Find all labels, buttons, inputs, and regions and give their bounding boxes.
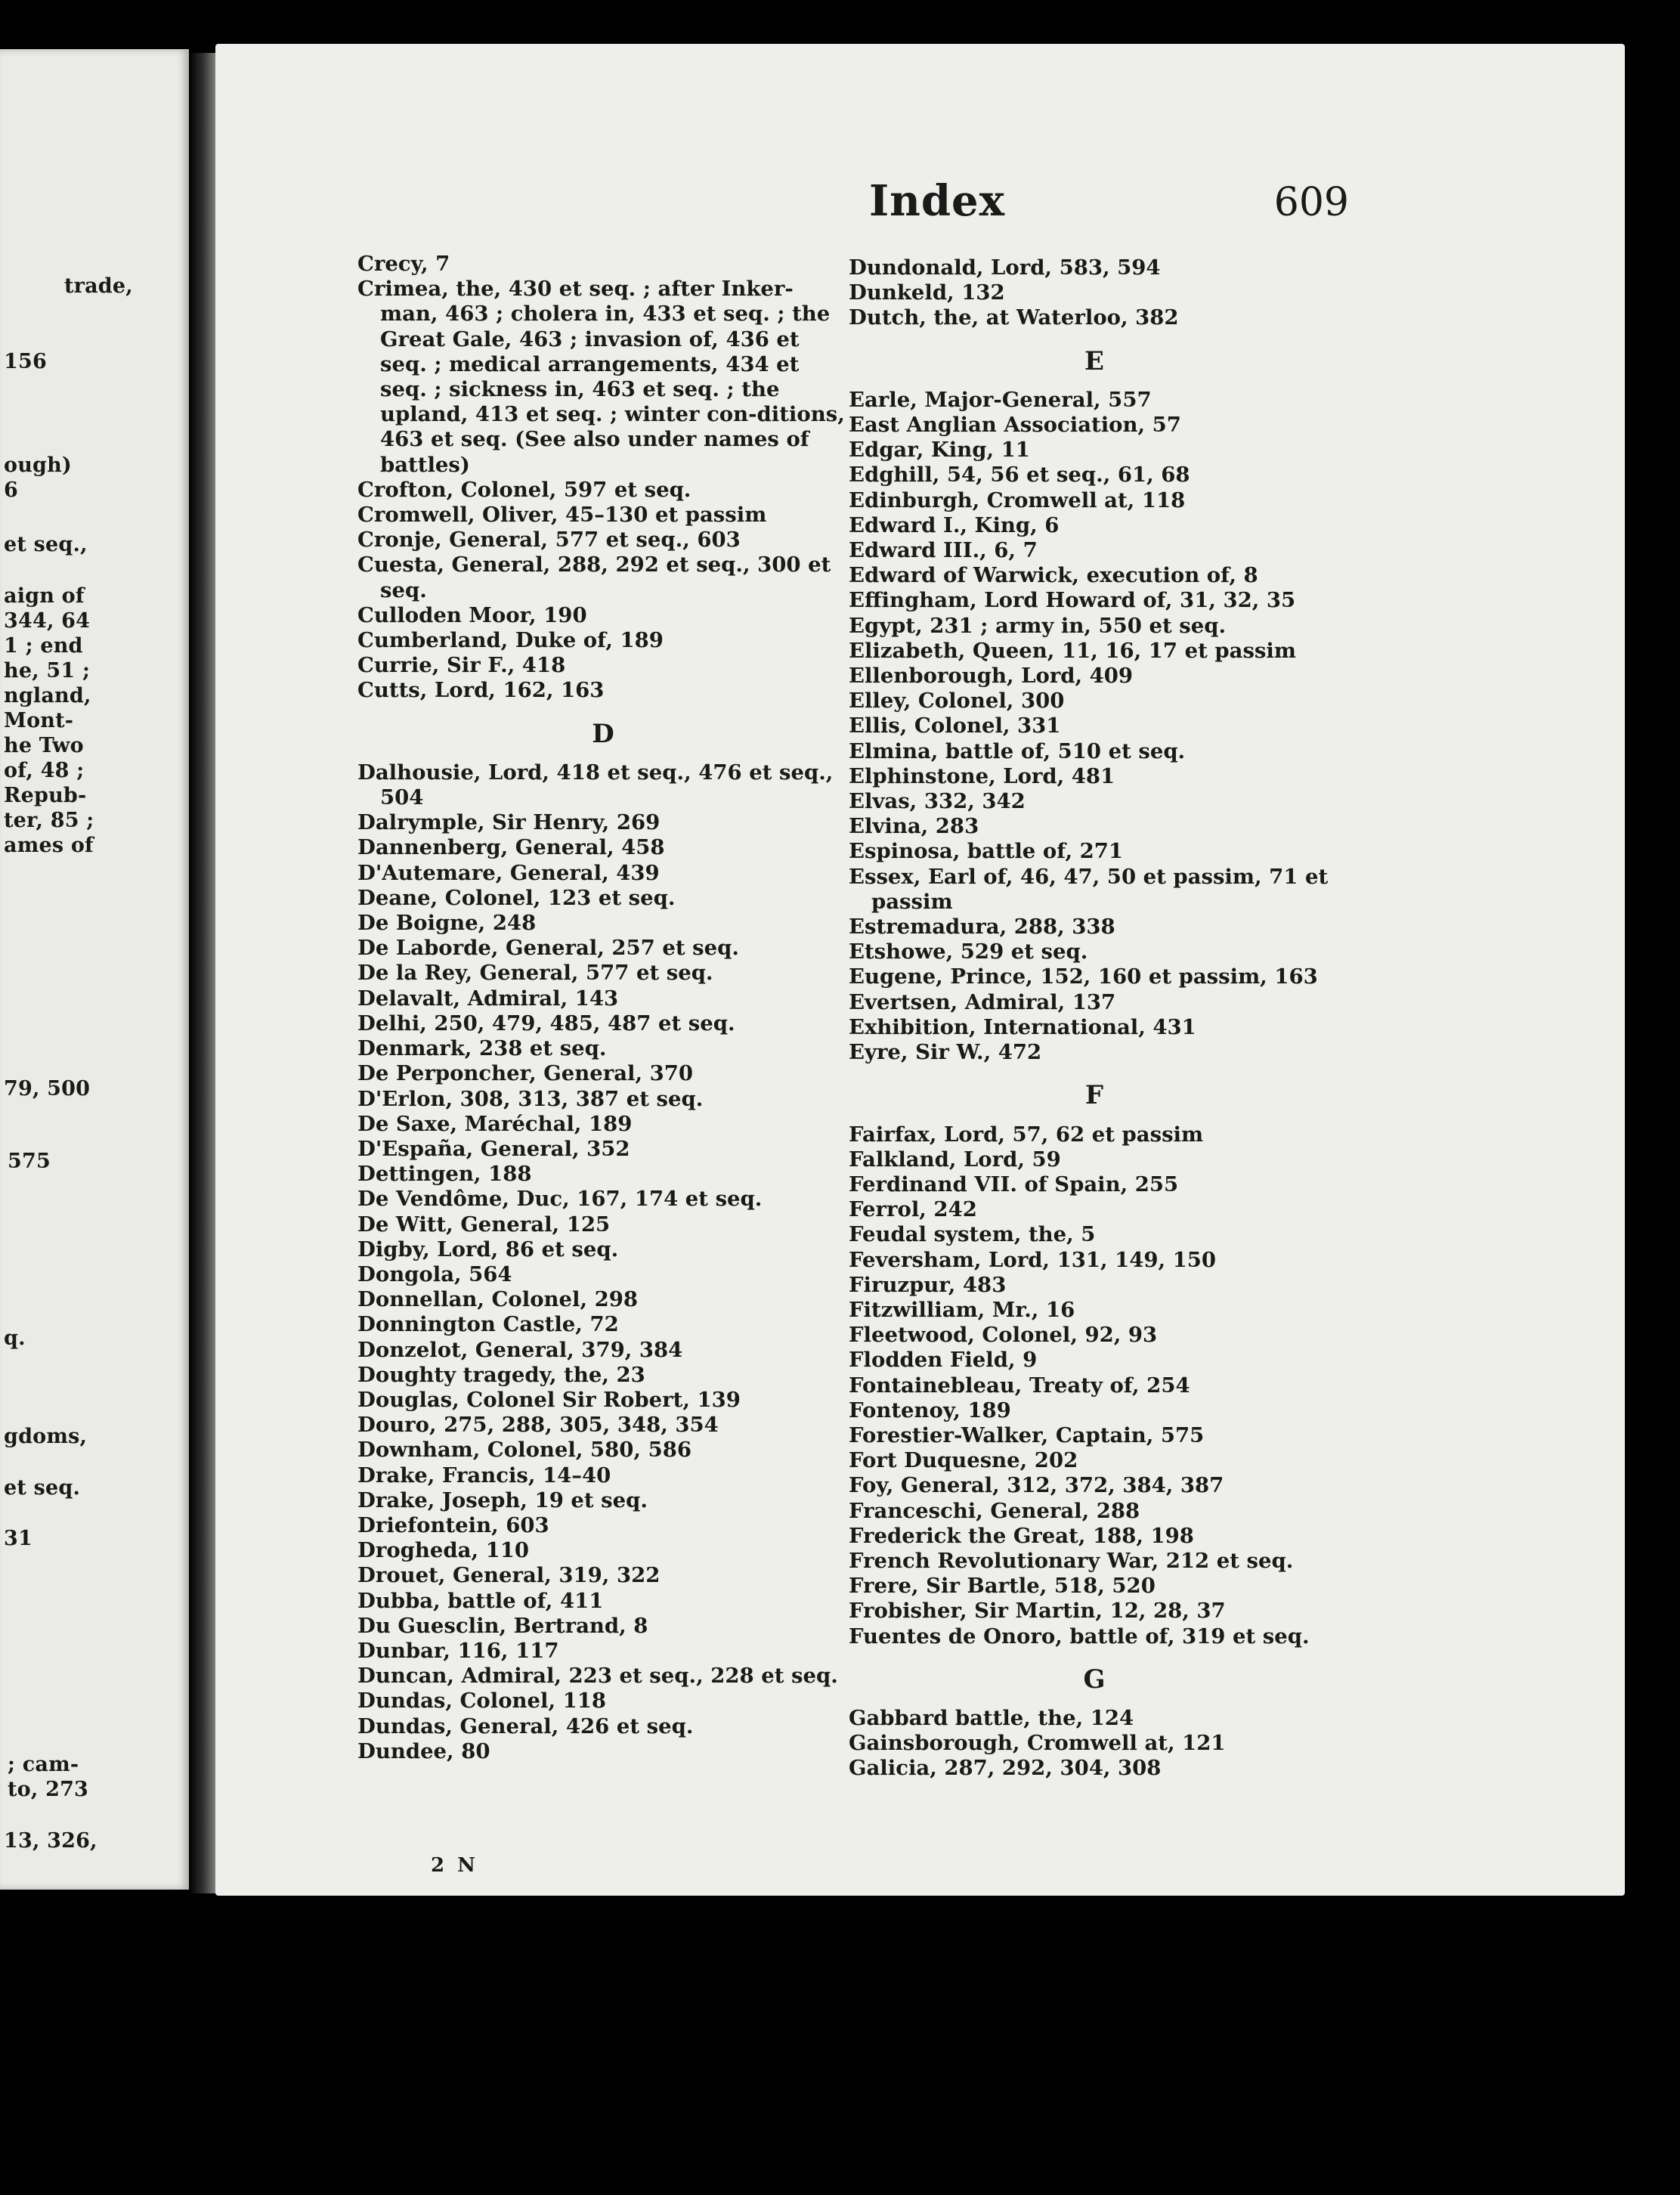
index-entry: Cronje, General, 577 et seq., 603 — [357, 528, 741, 553]
index-entry: Crofton, Colonel, 597 et seq. — [357, 477, 691, 502]
index-entry: Effingham, Lord Howard of, 31, 32, 35 — [849, 588, 1296, 613]
index-entry: Delavalt, Admiral, 143 — [357, 986, 619, 1011]
index-entry: Delhi, 250, 479, 485, 487 et seq. — [357, 1011, 735, 1036]
index-entry: Frere, Sir Bartle, 518, 520 — [849, 1574, 1156, 1599]
left-fragment: aign of — [4, 584, 85, 608]
index-entry: Elmina, battle of, 510 et seq. — [849, 738, 1186, 763]
left-fragment: 1 ; end — [4, 634, 83, 658]
index-entry: Falkland, Lord, 59 — [849, 1147, 1061, 1172]
index-entry: Drake, Francis, 14–40 — [357, 1463, 611, 1488]
signature-mark: 2 N — [431, 1854, 478, 1877]
left-fragment: trade, — [64, 274, 133, 298]
index-entry: Cuesta, General, 288, 292 et seq., 300 et seq. — [357, 553, 831, 602]
index-entry: Frobisher, Sir Martin, 12, 28, 37 — [849, 1599, 1226, 1624]
left-fragment: q. — [4, 1327, 26, 1350]
index-entry: Cromwell, Oliver, 45–130 et passim — [357, 503, 767, 528]
index-entry: Eugene, Prince, 152, 160 et passim, 163 — [849, 964, 1318, 989]
index-entry: Feudal system, the, 5 — [849, 1222, 1096, 1247]
index-entry: Dalrymple, Sir Henry, 269 — [357, 810, 661, 835]
index-entry: Downham, Colonel, 580, 586 — [357, 1438, 691, 1463]
index-entry: Evertsen, Admiral, 137 — [849, 989, 1116, 1014]
index-entry: Culloden Moor, 190 — [357, 602, 587, 627]
index-entry: Foy, General, 312, 372, 384, 387 — [849, 1473, 1224, 1498]
index-entry: Flodden Field, 9 — [849, 1348, 1038, 1373]
left-fragment: ames of — [4, 834, 94, 857]
index-entry: De Saxe, Maréchal, 189 — [357, 1111, 633, 1136]
left-fragment: 156 — [4, 350, 47, 373]
index-entry: Elley, Colonel, 300 — [849, 689, 1065, 714]
index-entry: Essex, Earl of, 46, 47, 50 et passim, 71 et passim — [849, 864, 1329, 914]
index-page — [215, 44, 1625, 1896]
left-fragment: 79, 500 — [4, 1077, 91, 1101]
index-entry: Cutts, Lord, 162, 163 — [357, 678, 605, 703]
index-entry: Digby, Lord, 86 et seq. — [357, 1237, 619, 1262]
index-entry: East Anglian Association, 57 — [849, 413, 1181, 438]
index-entry: Fairfax, Lord, 57, 62 et passim — [849, 1122, 1204, 1147]
section-letter-d: D — [592, 718, 614, 749]
left-fragment: 13, 326, — [4, 1829, 97, 1853]
index-entry: Donnellan, Colonel, 298 — [357, 1287, 639, 1312]
index-entry: Doughty tragedy, the, 23 — [357, 1362, 645, 1387]
left-fragment: 31 — [4, 1527, 32, 1550]
index-entry: Denmark, 238 et seq. — [357, 1036, 607, 1061]
left-fragment: gdoms, — [4, 1425, 88, 1448]
index-entry: D'Autemare, General, 439 — [357, 860, 660, 885]
index-entry: Elphinstone, Lord, 481 — [849, 763, 1115, 788]
index-entry: Donzelot, General, 379, 384 — [357, 1337, 683, 1362]
left-fragment: Repub- — [4, 784, 87, 807]
left-page-edge — [0, 49, 189, 1890]
index-entry: Dutch, the, at Waterloo, 382 — [849, 305, 1179, 330]
index-entry: Estremadura, 288, 338 — [849, 915, 1115, 940]
index-entry: Donnington Castle, 72 — [357, 1312, 619, 1337]
index-entry: Dundee, 80 — [357, 1738, 490, 1763]
index-entry: Forestier-Walker, Captain, 575 — [849, 1423, 1205, 1447]
index-entry: Crimea, the, 430 et seq. ; after Inker-man, 463 ; cholera in, 433 et seq. ; the Great Gale, 463 ; invasion of, 436 et seq. ; medical arrangements, 434 et seq. ; sickness in, 463 et seq. ; the upland, 413 et seq. ; winter con-ditions, 463 et seq. (See also under names of battles) — [357, 277, 845, 477]
left-fragment: Mont- — [4, 709, 74, 732]
index-entry: De Boigne, 248 — [357, 911, 537, 936]
page-number: 609 — [1273, 180, 1349, 225]
index-entry: Edward III., 6, 7 — [849, 538, 1038, 563]
index-entry: French Revolutionary War, 212 et seq. — [849, 1548, 1294, 1573]
index-entry: Gabbard battle, the, 124 — [849, 1705, 1134, 1730]
index-entry: Dundonald, Lord, 583, 594 — [849, 255, 1161, 280]
index-entry: Dongola, 564 — [357, 1262, 512, 1286]
left-fragment: 6 — [4, 478, 18, 502]
index-entry: Ellis, Colonel, 331 — [849, 714, 1061, 738]
index-entry: Ellenborough, Lord, 409 — [849, 664, 1134, 689]
left-fragment: to, 273 — [8, 1778, 89, 1801]
index-entry: Duncan, Admiral, 223 et seq., 228 et seq. — [357, 1664, 838, 1689]
index-entry: Galicia, 287, 292, 304, 308 — [849, 1756, 1162, 1781]
index-entry: Drouet, General, 319, 322 — [357, 1563, 661, 1588]
index-entry: De la Rey, General, 577 et seq. — [357, 961, 713, 986]
index-entry: Franceschi, General, 288 — [849, 1498, 1140, 1523]
index-entry: Edinburgh, Cromwell at, 118 — [849, 488, 1186, 512]
left-fragment: ter, 85 ; — [4, 809, 94, 832]
index-entry: Edghill, 54, 56 et seq., 61, 68 — [849, 463, 1190, 488]
index-entry: Egypt, 231 ; army in, 550 et seq. — [849, 613, 1227, 638]
index-entry: Douro, 275, 288, 305, 348, 354 — [357, 1413, 719, 1438]
index-entry: Edward I., King, 6 — [849, 512, 1060, 537]
index-entry: Frederick the Great, 188, 198 — [849, 1523, 1194, 1548]
index-entry: Dannenberg, General, 458 — [357, 835, 665, 860]
index-entry: Fontainebleau, Treaty of, 254 — [849, 1373, 1190, 1398]
index-entry: Dundas, General, 426 et seq. — [357, 1714, 694, 1738]
index-entry: Driefontein, 603 — [357, 1512, 549, 1537]
index-entry: Espinosa, battle of, 271 — [849, 839, 1123, 864]
index-entry: De Witt, General, 125 — [357, 1212, 611, 1237]
index-entry: Currie, Sir F., 418 — [357, 653, 566, 678]
index-entry: Elvas, 332, 342 — [849, 789, 1026, 814]
index-entry: De Laborde, General, 257 et seq. — [357, 936, 739, 961]
left-fragment: he, 51 ; — [4, 659, 91, 683]
index-entry: Drogheda, 110 — [357, 1538, 529, 1563]
left-fragment: 575 — [8, 1150, 51, 1173]
index-entry: De Perponcher, General, 370 — [357, 1061, 694, 1086]
index-entry: Dunkeld, 132 — [849, 280, 1005, 305]
index-entry: Dubba, battle of, 411 — [357, 1588, 604, 1613]
section-letter-g: G — [1083, 1664, 1106, 1695]
page-title: Index — [868, 176, 1006, 226]
index-entry: D'Erlon, 308, 313, 387 et seq. — [357, 1086, 704, 1111]
left-fragment: ; cam- — [8, 1753, 79, 1776]
index-entry: Dunbar, 116, 117 — [357, 1638, 559, 1663]
left-fragment: ngland, — [4, 684, 91, 707]
section-letter-f: F — [1084, 1080, 1104, 1111]
index-entry: D'España, General, 352 — [357, 1136, 630, 1161]
index-entry: Fontenoy, 189 — [849, 1398, 1011, 1423]
index-entry: De Vendôme, Duc, 167, 174 et seq. — [357, 1187, 763, 1212]
index-entry: Feversham, Lord, 131, 149, 150 — [849, 1247, 1217, 1272]
left-fragment: of, 48 ; — [4, 759, 85, 782]
index-entry: Deane, Colonel, 123 et seq. — [357, 885, 676, 910]
index-entry: Elvina, 283 — [849, 814, 979, 839]
index-entry: Dundas, Colonel, 118 — [357, 1689, 607, 1714]
index-entry: Fleetwood, Colonel, 92, 93 — [849, 1323, 1158, 1348]
left-fragment: et seq., — [4, 533, 88, 556]
index-column-right — [849, 255, 1340, 1782]
section-letter-e: E — [1084, 345, 1104, 376]
index-entry: Du Guesclin, Bertrand, 8 — [357, 1613, 648, 1638]
index-entry: Earle, Major-General, 557 — [849, 387, 1152, 412]
left-fragment: et seq. — [4, 1476, 81, 1500]
index-entry: Firuzpur, 483 — [849, 1272, 1007, 1297]
index-entry: Dettingen, 188 — [357, 1162, 532, 1187]
left-fragment: 344, 64 — [4, 609, 91, 633]
index-entry: Crecy, 7 — [357, 252, 450, 276]
index-entry: Douglas, Colonel Sir Robert, 139 — [357, 1387, 741, 1412]
index-entry: Dalhousie, Lord, 418 et seq., 476 et seq., 504 — [357, 760, 834, 810]
index-column-left — [357, 252, 849, 1764]
index-entry: Fuentes de Onoro, battle of, 319 et seq. — [849, 1624, 1310, 1649]
index-entry: Elizabeth, Queen, 11, 16, 17 et passim — [849, 638, 1296, 663]
index-entry: Edward of Warwick, execution of, 8 — [849, 563, 1258, 588]
left-fragment: ough) — [4, 454, 72, 477]
index-entry: Eyre, Sir W., 472 — [849, 1040, 1042, 1065]
left-fragment: he Two — [4, 734, 84, 757]
index-entry: Ferrol, 242 — [849, 1197, 977, 1222]
index-entry: Fort Duquesne, 202 — [849, 1448, 1078, 1473]
index-entry: Ferdinand VII. of Spain, 255 — [849, 1172, 1179, 1197]
index-entry: Edgar, King, 11 — [849, 438, 1030, 463]
index-entry: Drake, Joseph, 19 et seq. — [357, 1488, 648, 1512]
index-entry: Gainsborough, Cromwell at, 121 — [849, 1731, 1226, 1756]
index-entry: Cumberland, Duke of, 189 — [357, 628, 664, 653]
index-entry: Exhibition, International, 431 — [849, 1014, 1196, 1039]
index-entry: Etshowe, 529 et seq. — [849, 940, 1088, 964]
index-entry: Fitzwilliam, Mr., 16 — [849, 1297, 1075, 1322]
